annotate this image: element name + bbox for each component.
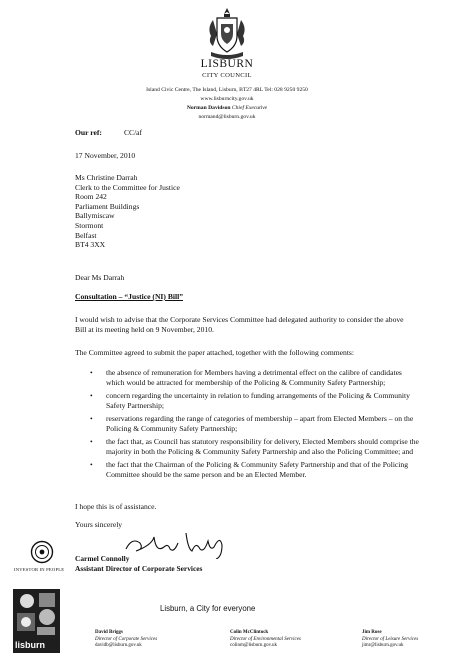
lisburn-photo-logo (13, 589, 60, 653)
closing-line: I hope this is of assistance. (75, 502, 157, 511)
signatory-name: Carmel Connolly (75, 554, 130, 563)
comment-item: • the fact that the Chairman of the Policing & Community Safety Partnership and that of the Policing Committee should be the same person and be an Elected Member. (90, 460, 420, 481)
handwritten-signature (122, 527, 232, 559)
director-email: davidb@lisburn.gov.uk (95, 643, 142, 649)
director-block (230, 630, 301, 650)
director-name: David Briggs (95, 630, 123, 635)
recipient-line: Ballymiscaw (75, 211, 115, 221)
investor-in-people-text: INVESTOR IN PEOPLE (14, 567, 65, 572)
recipient-line: Stormont (75, 220, 104, 230)
chief-executive-name: Norman Davidson (186, 105, 231, 111)
recipient-line: Room 242 (75, 192, 107, 202)
signatory-title: Assistant Director of Corporate Services (75, 564, 203, 573)
director-email: colinm@lisburn.gov.uk (230, 643, 278, 649)
chief-executive-line (0, 104, 454, 113)
investor-in-people-logo-icon (30, 540, 54, 564)
council-website: www.lisburncity.gov.uk (200, 96, 254, 102)
director-email: jimr@lisburn.gov.uk (362, 643, 404, 649)
chief-executive-title: Chief Executive (231, 105, 268, 111)
body-paragraph: I would wish to advise that the Corporate Services Committee had delegated authority to consider the above Bill at its meeting held on 9 November, 2010. (75, 315, 404, 335)
comment-item: • the fact that, as Council has statutory responsibility for delivery, Elected Members should comprise the majority in both the Policing & Community Safety Partnership and also the Policing Committee; and (90, 437, 420, 458)
recipient-address (75, 173, 180, 250)
director-name: Jim Rose (362, 630, 382, 635)
director-block (95, 630, 157, 650)
photo-logo-wordmark: lisburn (15, 640, 46, 650)
comment-item: • reservations regarding the range of categories of membership – apart from Elected Members – on the Policing & Community Safety Partnership; (90, 414, 420, 435)
director-name: Colin McClintock (230, 630, 269, 635)
recipient-line: Belfast (75, 230, 97, 240)
director-block (362, 630, 418, 650)
reference-label: Our ref: (75, 128, 102, 137)
comments-list (90, 368, 420, 483)
letter-subject: Consultation – “Justice (NI) Bill” (75, 292, 184, 301)
comment-item: • the absence of remuneration for Members having a detrimental effect on the calibre of candidates which would be attracted for membership of the Policing & Community Safety Partnership; (90, 368, 420, 389)
letter-date: 17 November, 2010 (75, 151, 136, 160)
recipient-line: BT4 3XX (75, 240, 106, 250)
body-paragraph: The Committee agreed to submit the paper attached, together with the following comments: (75, 348, 354, 357)
director-role: Director of Leisure Services (362, 636, 419, 642)
recipient-line: Clerk to the Committee for Justice (75, 182, 180, 192)
reference-value: CC/af (123, 128, 143, 137)
director-role: Director of Environmental Services (230, 636, 301, 642)
comment-item: • concern regarding the uncertainty in relation to funding arrangements of the Policing & Community Safety Partnership; (90, 391, 420, 412)
recipient-line: Ms Christine Darrah (75, 173, 138, 182)
sign-off: Yours sincerely (75, 520, 123, 529)
council-tagline: Lisburn, a City for everyone (160, 604, 256, 613)
council-crest-icon (205, 6, 249, 60)
council-name: LISBURN (200, 58, 254, 70)
council-address: Island Civic Centre, The Island, Lisburn, BT27 4RL Tel: 028 9250 9250 (146, 87, 308, 93)
director-role: Director of Corporate Services (95, 636, 158, 642)
recipient-line: Parliament Buildings (75, 201, 140, 211)
council-subtitle: CITY COUNCIL (202, 72, 252, 79)
salutation: Dear Ms Darrah (75, 273, 125, 282)
reference-line (75, 128, 142, 137)
chief-executive-email: normand@lisburn.gov.uk (198, 114, 256, 120)
